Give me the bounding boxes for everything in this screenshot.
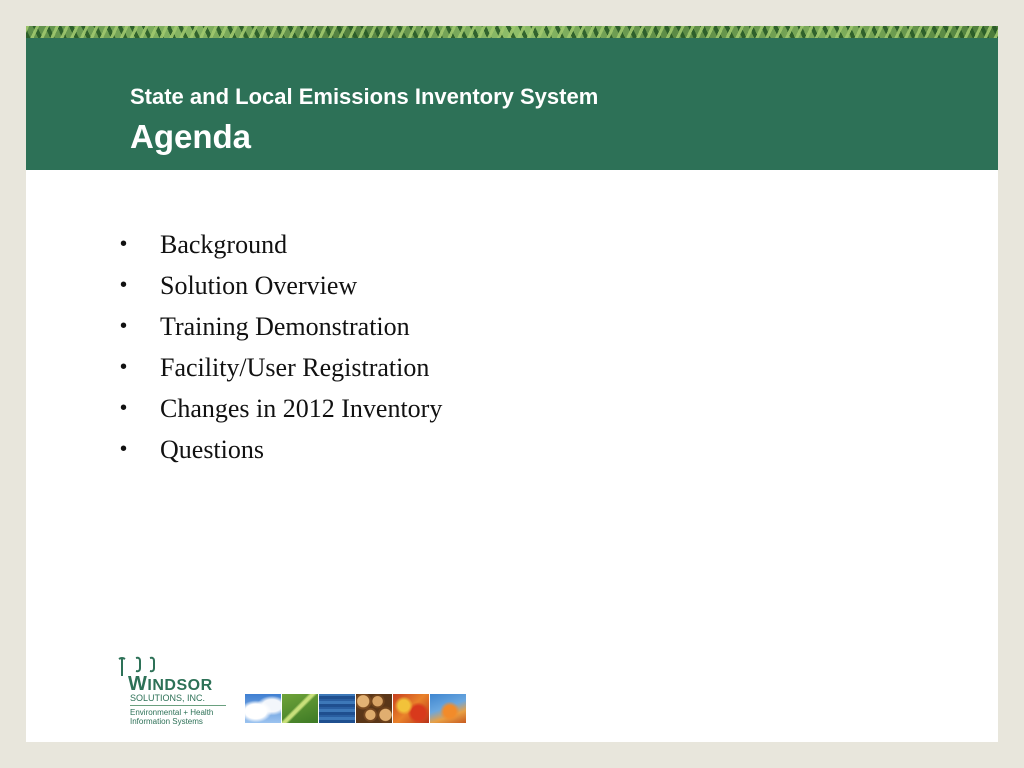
agenda-item-label: Facility/User Registration [160, 353, 430, 382]
bullet-icon: • [120, 274, 128, 296]
agenda-item [120, 429, 442, 470]
agenda-item [120, 347, 442, 388]
agenda-item-label: Background [160, 230, 288, 259]
slide-subtitle: State and Local Emissions Inventory System [130, 84, 599, 109]
agenda-item [120, 265, 442, 306]
slide [26, 26, 998, 742]
logo-wordmark-initial: W [128, 673, 148, 695]
foliage-banner-image [26, 26, 998, 38]
agenda-item-label: Questions [160, 435, 264, 464]
green-leaf-image [282, 694, 318, 723]
agenda-item-label: Training Demonstration [160, 312, 410, 341]
logo-company: SOLUTIONS, INC. [130, 693, 206, 703]
photo-tile-strip [245, 694, 467, 723]
agenda-item-label: Changes in 2012 Inventory [160, 394, 443, 423]
agenda-item [120, 388, 442, 429]
sunset-image [430, 694, 466, 723]
bullet-icon: • [120, 356, 128, 378]
logo-divider [130, 705, 226, 706]
windsor-logo [118, 656, 228, 726]
agenda-item [120, 224, 442, 265]
bullet-icon: • [120, 397, 128, 419]
agenda-item-label: Solution Overview [160, 271, 358, 300]
autumn-leaves-image [393, 694, 429, 723]
sky-clouds-image [245, 694, 281, 723]
log-ends-image [356, 694, 392, 723]
logo-wordmark [128, 673, 213, 695]
logo-wordmark-rest: INDSOR [147, 677, 213, 694]
water-image [319, 694, 355, 723]
bullet-icon: • [120, 438, 128, 460]
logo-tagline: Environmental + Health Information Systems [130, 708, 214, 726]
header-band [26, 38, 998, 170]
bullet-icon: • [120, 233, 128, 255]
slide-title: Agenda [130, 118, 252, 155]
agenda-list [120, 224, 442, 470]
agenda-item [120, 306, 442, 347]
bullet-icon: • [120, 315, 128, 337]
